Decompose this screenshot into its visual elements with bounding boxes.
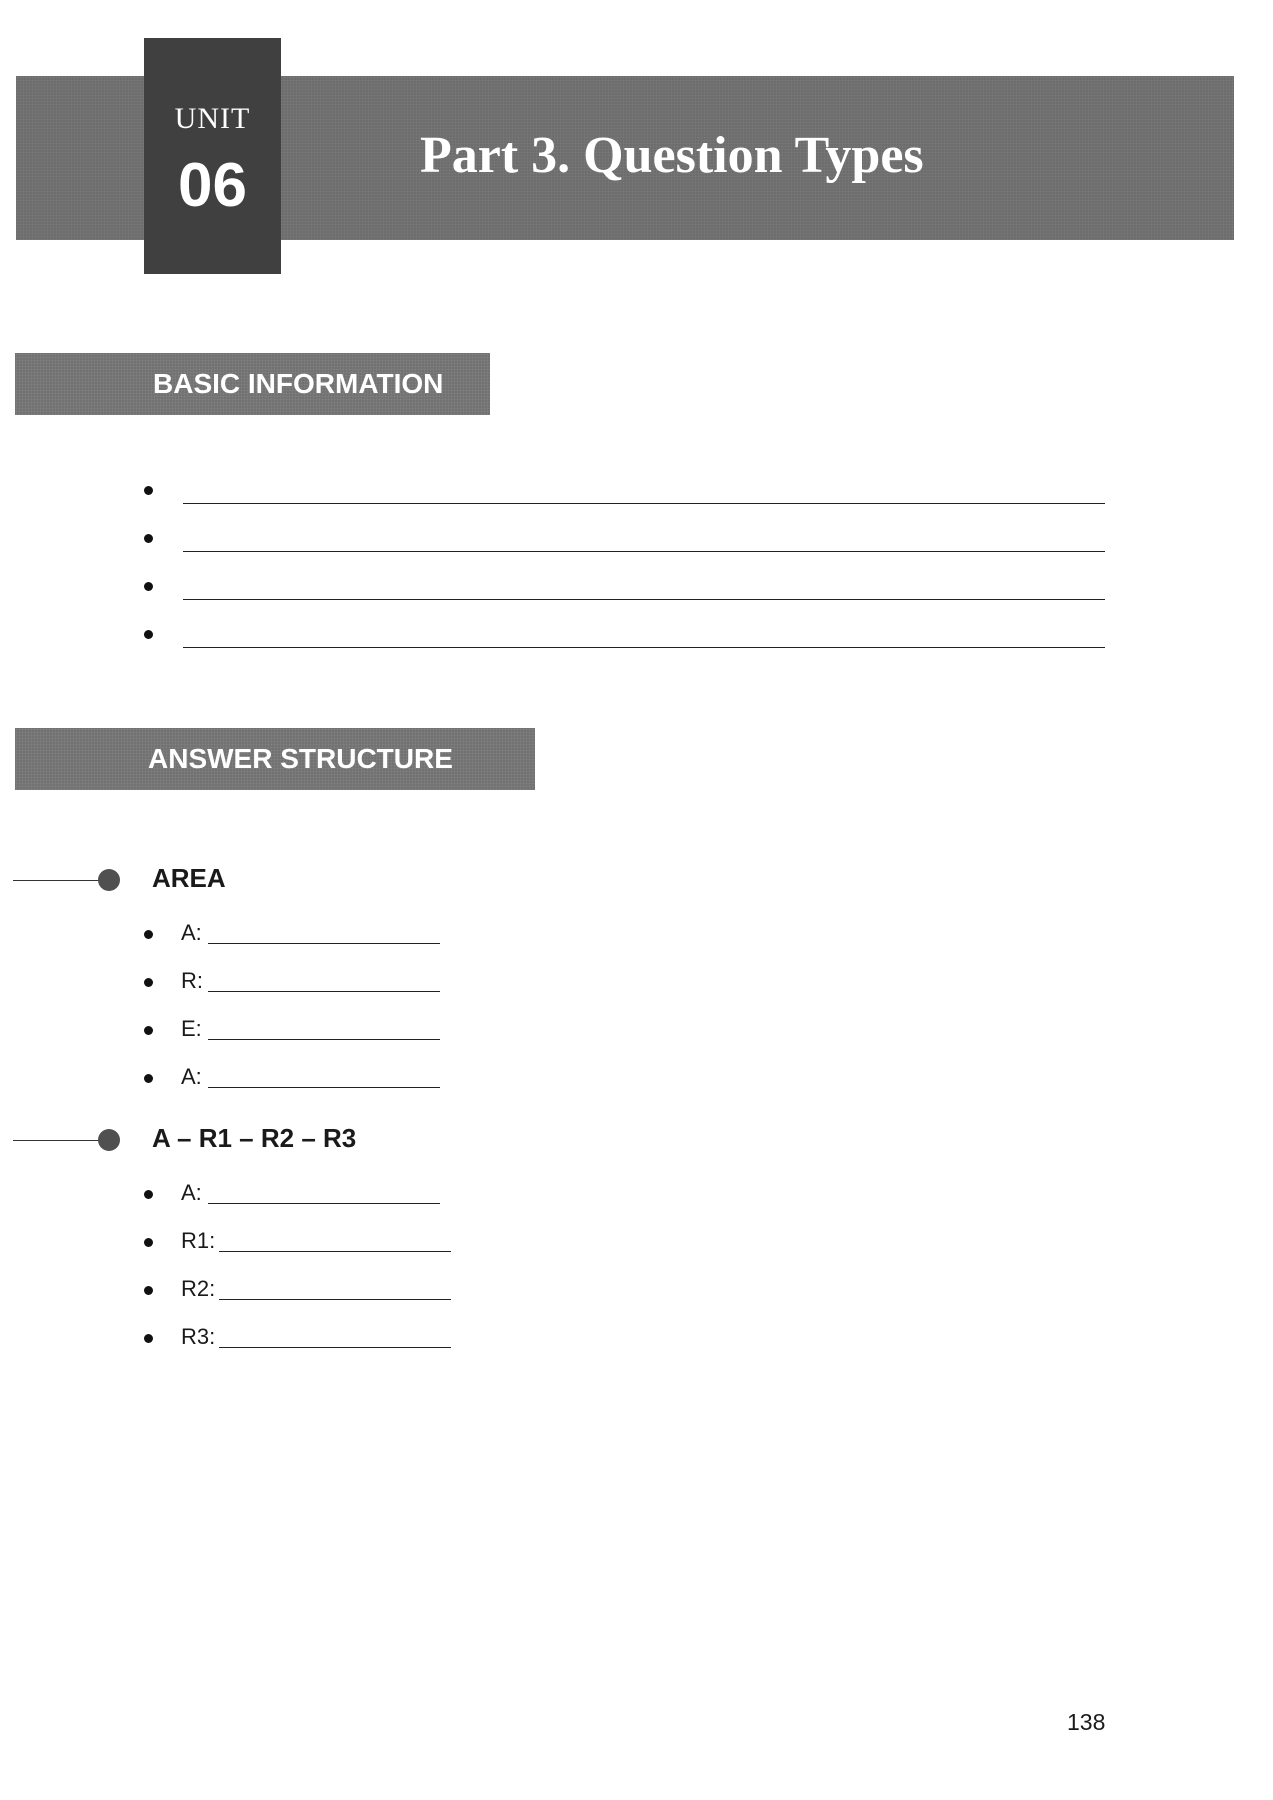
answer-blank[interactable] xyxy=(208,943,440,944)
basic-info-blank-1[interactable] xyxy=(183,503,1105,504)
bullet-icon xyxy=(144,534,153,543)
bullet-icon xyxy=(144,582,153,591)
field-label: A: xyxy=(181,1064,202,1089)
bullet-icon xyxy=(144,486,153,495)
field-label: R: xyxy=(181,968,203,993)
basic-info-blank-2[interactable] xyxy=(183,551,1105,552)
structure-title: AREA xyxy=(152,863,226,893)
basic-info-blank-3[interactable] xyxy=(183,599,1105,600)
field-label: E: xyxy=(181,1016,202,1041)
field-label: R1: xyxy=(181,1228,216,1253)
bullet-icon xyxy=(144,978,153,987)
structure-connector-line xyxy=(13,1140,103,1141)
bullet-icon xyxy=(144,1334,153,1343)
unit-label: UNIT xyxy=(174,102,251,135)
field-label: R2: xyxy=(181,1276,216,1301)
answer-blank[interactable] xyxy=(219,1251,451,1252)
structure-title: A – R1 – R2 – R3 xyxy=(152,1123,357,1153)
basic-info-blank-4[interactable] xyxy=(183,647,1105,648)
bullet-icon xyxy=(144,1074,153,1083)
bullet-icon xyxy=(144,1286,153,1295)
structure-connector-line xyxy=(13,880,103,881)
field-label: A: xyxy=(181,920,202,945)
page-number: 138 xyxy=(1067,1709,1106,1735)
answer-blank[interactable] xyxy=(208,1203,440,1204)
structure-dot-icon xyxy=(98,869,120,891)
unit-badge xyxy=(144,38,281,274)
basic-information-heading: BASIC INFORMATION xyxy=(15,353,490,415)
field-label: A: xyxy=(181,1180,202,1205)
answer-blank[interactable] xyxy=(208,991,440,992)
answer-structure-heading: ANSWER STRUCTURE xyxy=(15,728,535,790)
answer-blank[interactable] xyxy=(219,1299,451,1300)
bullet-icon xyxy=(144,1238,153,1247)
bullet-icon xyxy=(144,1190,153,1199)
bullet-icon xyxy=(144,930,153,939)
page-title: Part 3. Question Types xyxy=(420,127,924,184)
field-label: R3: xyxy=(181,1324,216,1349)
bullet-icon xyxy=(144,1026,153,1035)
bullet-icon xyxy=(144,630,153,639)
structure-dot-icon xyxy=(98,1129,120,1151)
answer-blank[interactable] xyxy=(208,1087,440,1088)
answer-blank[interactable] xyxy=(208,1039,440,1040)
answer-blank[interactable] xyxy=(219,1347,451,1348)
unit-number: 06 xyxy=(178,151,247,220)
